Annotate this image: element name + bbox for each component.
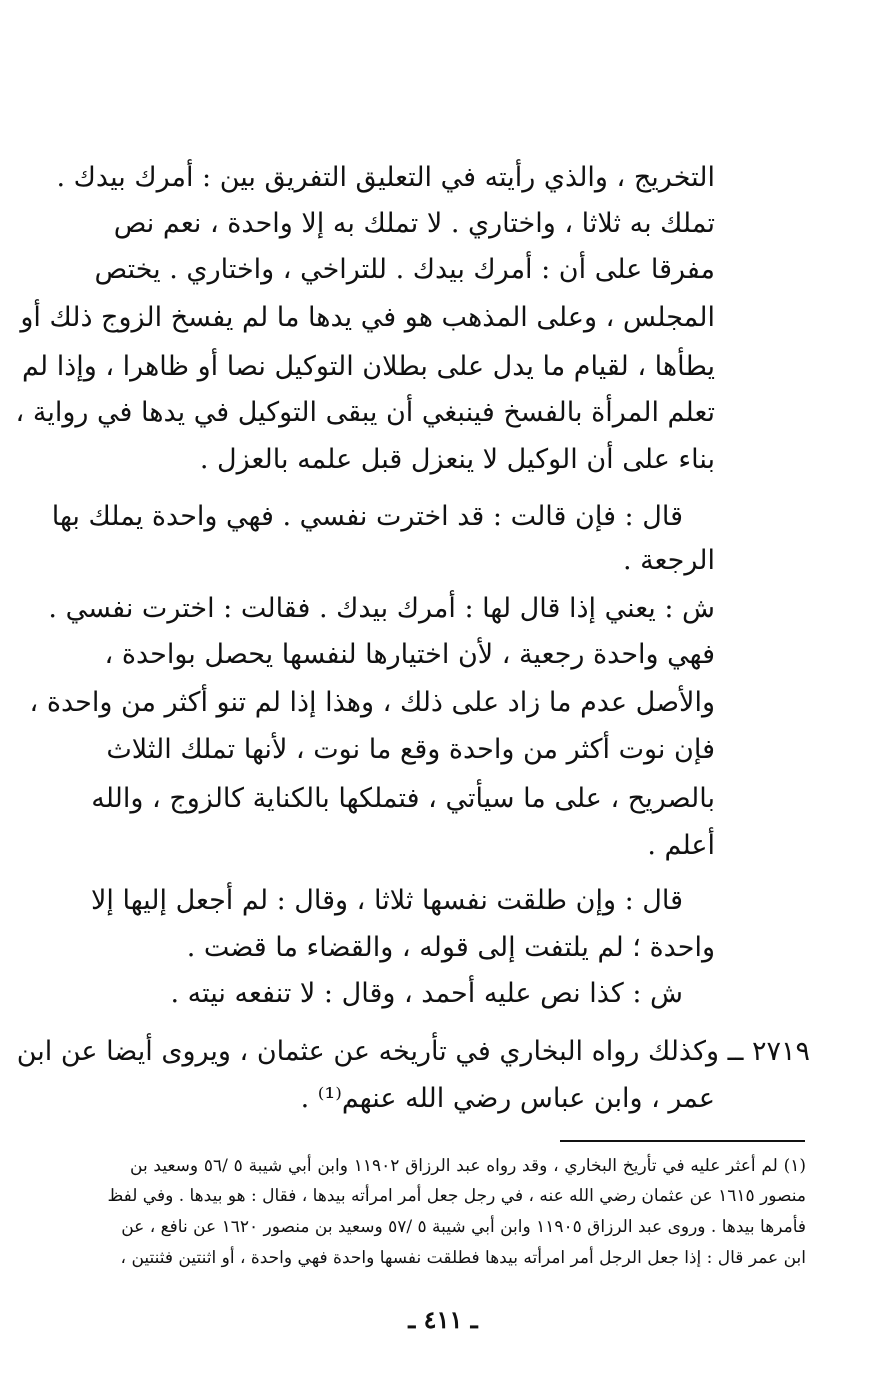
body-line-4: المجلس ، وعلى المذهب هو في يدها ما لم يفسخ الزوج ذلك أو (20, 302, 715, 333)
body-line-16: قال : وإن طلقت نفسها ثلاثا ، وقال : لم أجعل إليها إلا (90, 885, 683, 916)
body-line-8: قال : فإن قالت : قد اخترت نفسي . فهي واحدة يملك بها (51, 501, 683, 532)
body-line-1: التخريج ، والذي رأيته في التعليق التفريق بين : أمرك بيدك . (56, 162, 715, 193)
body-line-18: ش : كذا نص عليه أحمد ، وقال : لا تنفعه نيته . (170, 978, 683, 1009)
footnote-line-1: (١) لم أعثر عليه في تأريخ البخاري ، وقد رواه عبد الرزاق ١١٩٠٢ وابن أبي شيبة ٥ /٥٦ وسعيد بن (130, 1156, 806, 1176)
body-line-15: أعلم . (647, 830, 715, 861)
body-line-2: تملك به ثلاثا ، واختاري . لا تملك به إلا واحدة ، نعم نص (113, 208, 715, 239)
body-line-12: والأصل عدم ما زاد على ذلك ، وهذا إذا لم تنو أكثر من واحدة ، (29, 687, 715, 718)
body-line-6: تعلم المرأة بالفسخ فينبغي أن يبقى التوكيل في يدها في رواية ، (15, 397, 715, 428)
footnote-line-4: ابن عمر قال : إذا جعل الرجل أمر امرأته بيدها فطلقت نفسها واحدة فهي واحدة ، أو اثنتين فثنتين ، (120, 1248, 806, 1268)
footnote-line-3: فأمرها بيدها . وروى عبد الرزاق ١١٩٠٥ وابن أبي شيبة ٥ /٥٧ وسعيد بن منصور ١٦٢٠ عن نافع ، عن (121, 1217, 806, 1237)
body-line-5: يطأها ، لقيام ما يدل على بطلان التوكيل نصا أو ظاهرا ، وإذا لم (21, 351, 715, 382)
body-line-10: ش : يعني إذا قال لها : أمرك بيدك . فقالت : اخترت نفسي . (48, 593, 715, 624)
footnote-separator (560, 1140, 805, 1142)
body-line-19: ٢٧١٩ ــ وكذلك رواه البخاري في تأريخه عن عثمان ، ويروى أيضا عن ابن (16, 1036, 810, 1067)
footnote-line-2: منصور ١٦١٥ عن عثمان رضي الله عنه ، في رجل جعل أمر امرأته بيدها ، فقال : هو بيدها . وفي لفظ (107, 1186, 806, 1206)
body-line-14: بالصريح ، على ما سيأتي ، فتملكها بالكناية كالزوج ، والله (91, 783, 715, 814)
body-line-11: فهي واحدة رجعية ، لأن اختيارها لنفسها يحصل بواحدة ، (104, 639, 715, 670)
body-line-7: بناء على أن الوكيل لا ينعزل قبل علمه بالعزل . (199, 444, 715, 475)
body-line-17: واحدة ؛ لم يلتفت إلى قوله ، والقضاء ما قضت . (186, 932, 715, 963)
body-line-3: مفرقا على أن : أمرك بيدك . للتراخي ، واختاري . يختص (94, 254, 715, 285)
body-line-20: عمر ، وابن عباس رضي الله عنهم⁽¹⁾ . (300, 1083, 715, 1114)
body-line-9: الرجعة . (623, 545, 715, 576)
body-line-13: فإن نوت أكثر من واحدة وقع ما نوت ، لأنها تملك الثلاث (106, 734, 715, 765)
page-number: ـ ٤١١ ـ (408, 1305, 478, 1334)
